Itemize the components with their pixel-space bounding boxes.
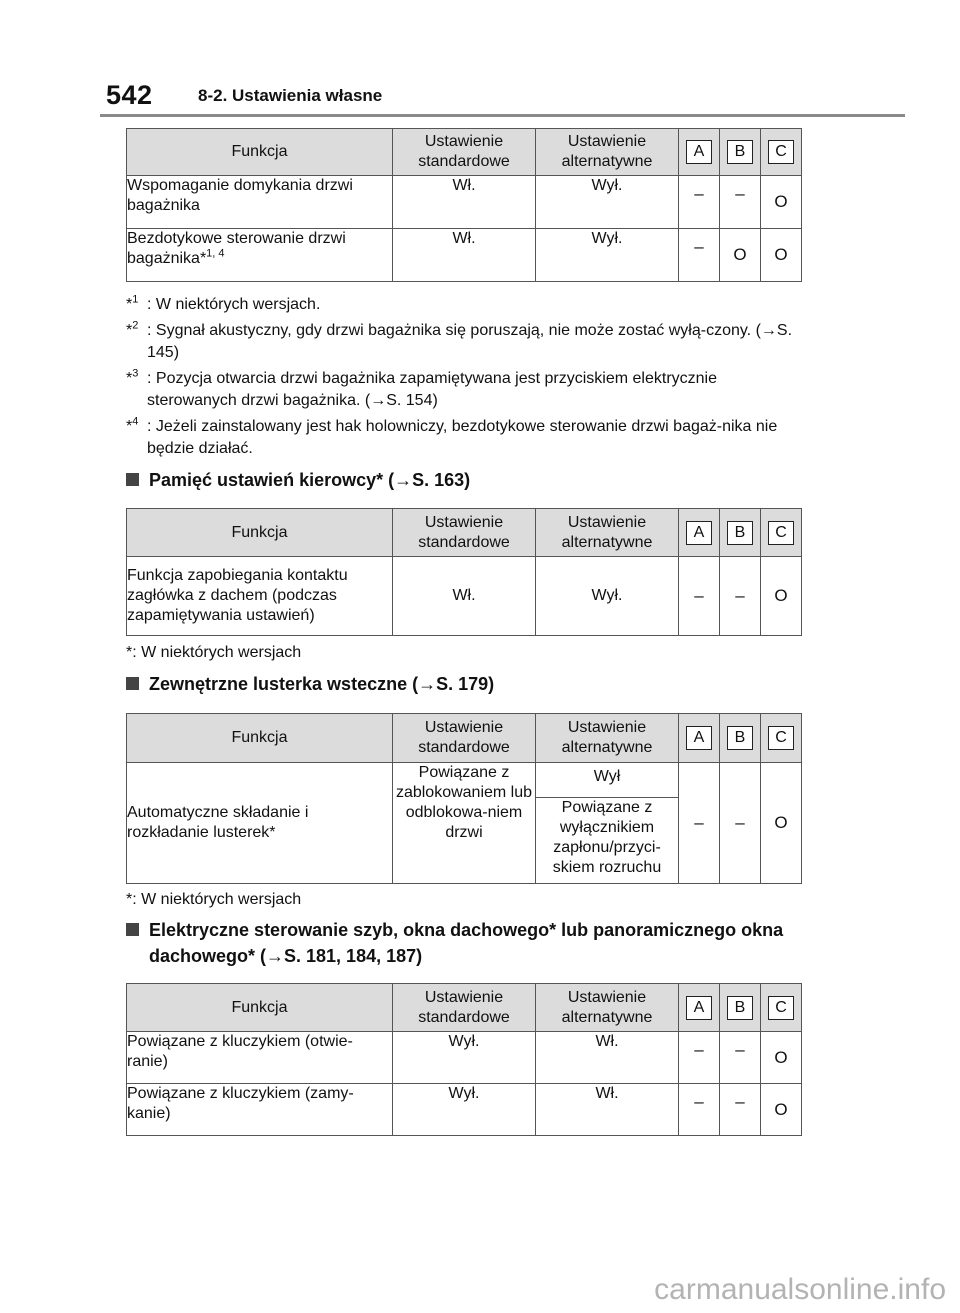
badge-c: C bbox=[768, 521, 794, 545]
badge-b: B bbox=[727, 521, 753, 545]
arrow-icon: → bbox=[760, 322, 777, 339]
footnote-asterisk: * bbox=[126, 322, 133, 339]
row-alternative: Wł. bbox=[536, 1084, 679, 1136]
page-header bbox=[100, 78, 905, 116]
row-c-circle: O bbox=[761, 557, 802, 636]
row-a-dash: – bbox=[679, 557, 720, 636]
arrow-icon: → bbox=[394, 470, 413, 490]
row-b-dash: – bbox=[720, 176, 761, 229]
col-header-c bbox=[761, 129, 802, 176]
col-header-alternative: Ustawienie alternatywne bbox=[536, 984, 679, 1032]
table-row bbox=[127, 229, 802, 282]
footnotes-tailgate bbox=[126, 294, 806, 464]
footnote-text: : W niektórych wersjach. bbox=[147, 296, 321, 313]
col-header-function: Funkcja bbox=[127, 714, 393, 763]
header-rule bbox=[100, 114, 905, 117]
footnote bbox=[126, 416, 806, 460]
table-row bbox=[127, 557, 802, 636]
row-alternative: Wł. bbox=[536, 1032, 679, 1084]
footnote-sup: 4 bbox=[132, 415, 139, 428]
col-header-default: Ustawienie standardowe bbox=[393, 714, 536, 763]
arrow-icon: → bbox=[266, 946, 285, 966]
col-header-a bbox=[679, 714, 720, 763]
badge-a: A bbox=[686, 521, 712, 545]
col-header-c bbox=[761, 984, 802, 1032]
row-alternative-2: Powiązane z wyłącznikiem zapłonu/przyci-skiem rozruchu bbox=[536, 798, 679, 884]
col-header-a bbox=[679, 509, 720, 557]
footnote-ref: S. 145) bbox=[147, 322, 793, 361]
section-heading-mirrors bbox=[126, 671, 839, 697]
badge-a: A bbox=[686, 726, 712, 750]
row-default: Wł. bbox=[393, 229, 536, 282]
table-header-row bbox=[127, 509, 802, 557]
settings-table-tailgate bbox=[126, 128, 802, 282]
footnote-sup: 2 bbox=[132, 319, 139, 332]
footnote-asterisk: * bbox=[126, 370, 133, 387]
footnote-mark bbox=[126, 416, 138, 438]
bullet-square-icon bbox=[126, 923, 139, 936]
row-default: Powiązane z zablokowaniem lub odblokowa-niem drzwi bbox=[393, 763, 536, 884]
col-header-c bbox=[761, 714, 802, 763]
footnote: *: W niektórych wersjach bbox=[126, 644, 302, 661]
col-header-a bbox=[679, 984, 720, 1032]
bullet-square-icon bbox=[126, 677, 139, 690]
col-header-alternative: Ustawienie alternatywne bbox=[536, 509, 679, 557]
row-b-dash: – bbox=[720, 557, 761, 636]
badge-c: C bbox=[768, 726, 794, 750]
col-header-b bbox=[720, 509, 761, 557]
badge-b: B bbox=[727, 726, 753, 750]
footnote-mark bbox=[126, 320, 138, 342]
row-b-dash: – bbox=[720, 1032, 761, 1084]
watermark: carmanualsonline.info bbox=[654, 1273, 946, 1306]
row-alternative: Wył. bbox=[536, 557, 679, 636]
table-header-row bbox=[127, 129, 802, 176]
footnote-text: : Jeżeli zainstalowany jest hak holowniczy, bezdotykowe sterowanie drzwi bagaż-nika nie będzie działać. bbox=[147, 418, 778, 457]
section-title: Zewnętrzne lusterka wsteczne ( bbox=[149, 674, 419, 694]
row-a-dash: – bbox=[679, 1032, 720, 1084]
row-function: Powiązane z kluczykiem (otwie-ranie) bbox=[127, 1032, 393, 1084]
badge-b: B bbox=[727, 996, 753, 1020]
footnote bbox=[126, 368, 806, 412]
section-ref: S. 179) bbox=[436, 674, 495, 694]
settings-table-driver-memory bbox=[126, 508, 802, 636]
badge-c: C bbox=[768, 140, 794, 164]
col-header-alternative: Ustawienie alternatywne bbox=[536, 714, 679, 763]
row-default: Wł. bbox=[393, 176, 536, 229]
settings-table-mirrors bbox=[126, 713, 802, 884]
row-default: Wył. bbox=[393, 1032, 536, 1084]
table-row bbox=[127, 176, 802, 229]
row-b-dash: – bbox=[720, 763, 761, 884]
arrow-icon: → bbox=[370, 392, 387, 409]
table-row bbox=[127, 1084, 802, 1136]
chapter-title: 8-2. Ustawienia własne bbox=[198, 86, 383, 105]
row-a-dash: – bbox=[679, 1084, 720, 1136]
footnote-mark bbox=[126, 368, 138, 390]
row-function-sup: 1, 4 bbox=[206, 247, 225, 260]
footnote-sup: 1 bbox=[132, 293, 139, 306]
footnote-text: : Sygnał akustyczny, gdy drzwi bagażnika się poruszają, nie może zostać wyłą-czony. ( bbox=[147, 322, 761, 339]
row-c-circle: O bbox=[761, 1084, 802, 1136]
row-function-text: Bezdotykowe sterowanie drzwi bagażnika* bbox=[127, 230, 346, 267]
bullet-square-icon bbox=[126, 473, 139, 486]
badge-c: C bbox=[768, 996, 794, 1020]
section-title: Pamięć ustawień kierowcy* ( bbox=[149, 470, 395, 490]
table-header-row bbox=[127, 984, 802, 1032]
table-row bbox=[127, 763, 802, 798]
row-c-circle: O bbox=[761, 229, 802, 282]
row-alternative: Wył. bbox=[536, 176, 679, 229]
col-header-alternative: Ustawienie alternatywne bbox=[536, 129, 679, 176]
footnote bbox=[126, 320, 806, 364]
section-heading-windows bbox=[126, 917, 839, 969]
row-function: Funkcja zapobiegania kontaktu zagłówka z dachem (podczas zapamiętywania ustawień) bbox=[127, 557, 393, 636]
footnote-mark bbox=[126, 294, 138, 316]
row-function: Powiązane z kluczykiem (zamy-kanie) bbox=[127, 1084, 393, 1136]
row-alternative: Wył. bbox=[536, 229, 679, 282]
row-c-circle: O bbox=[761, 1032, 802, 1084]
footnote-mirrors bbox=[126, 889, 806, 915]
row-b-circle: O bbox=[720, 229, 761, 282]
page-number: 542 bbox=[106, 80, 153, 110]
badge-a: A bbox=[686, 140, 712, 164]
row-c-circle: O bbox=[761, 763, 802, 884]
col-header-c bbox=[761, 509, 802, 557]
section-ref: S. 181, 184, 187) bbox=[284, 946, 423, 966]
row-a-dash: – bbox=[679, 176, 720, 229]
row-default: Wył. bbox=[393, 1084, 536, 1136]
row-function: Automatyczne składanie i rozkładanie lusterek* bbox=[127, 763, 393, 884]
section-ref: S. 163) bbox=[412, 470, 471, 490]
col-header-function: Funkcja bbox=[127, 509, 393, 557]
footnote: *: W niektórych wersjach bbox=[126, 891, 302, 908]
arrow-icon: → bbox=[418, 674, 437, 694]
table-row bbox=[127, 1032, 802, 1084]
section-title: Elektryczne sterowanie szyb, okna dachowego* lub panoramicznego okna dachowego* ( bbox=[149, 920, 784, 966]
footnote-asterisk: * bbox=[126, 418, 133, 435]
col-header-default: Ustawienie standardowe bbox=[393, 984, 536, 1032]
settings-table-windows bbox=[126, 983, 802, 1136]
row-a-dash: – bbox=[679, 763, 720, 884]
row-alternative-1: Wył bbox=[536, 763, 679, 798]
col-header-b bbox=[720, 129, 761, 176]
col-header-function: Funkcja bbox=[127, 129, 393, 176]
footnote bbox=[126, 294, 806, 316]
footnote-asterisk: * bbox=[126, 296, 133, 313]
col-header-b bbox=[720, 714, 761, 763]
footnote-text: : Pozycja otwarcia drzwi bagażnika zapamiętywana jest przyciskiem elektrycznie sterowanych drzwi bagażnika. ( bbox=[147, 370, 717, 409]
row-c-circle: O bbox=[761, 176, 802, 229]
footnote-sup: 3 bbox=[132, 367, 139, 380]
badge-b: B bbox=[727, 140, 753, 164]
footnote-ref: S. 154) bbox=[386, 392, 438, 409]
table-header-row bbox=[127, 714, 802, 763]
row-a-dash: – bbox=[679, 229, 720, 282]
footnote-driver-memory bbox=[126, 642, 806, 668]
col-header-a bbox=[679, 129, 720, 176]
col-header-default: Ustawienie standardowe bbox=[393, 509, 536, 557]
col-header-function: Funkcja bbox=[127, 984, 393, 1032]
section-heading-driver-memory bbox=[126, 467, 839, 493]
row-b-dash: – bbox=[720, 1084, 761, 1136]
row-default: Wł. bbox=[393, 557, 536, 636]
row-function bbox=[127, 229, 393, 282]
col-header-default: Ustawienie standardowe bbox=[393, 129, 536, 176]
badge-a: A bbox=[686, 996, 712, 1020]
row-function: Wspomaganie domykania drzwi bagażnika bbox=[127, 176, 393, 229]
col-header-b bbox=[720, 984, 761, 1032]
